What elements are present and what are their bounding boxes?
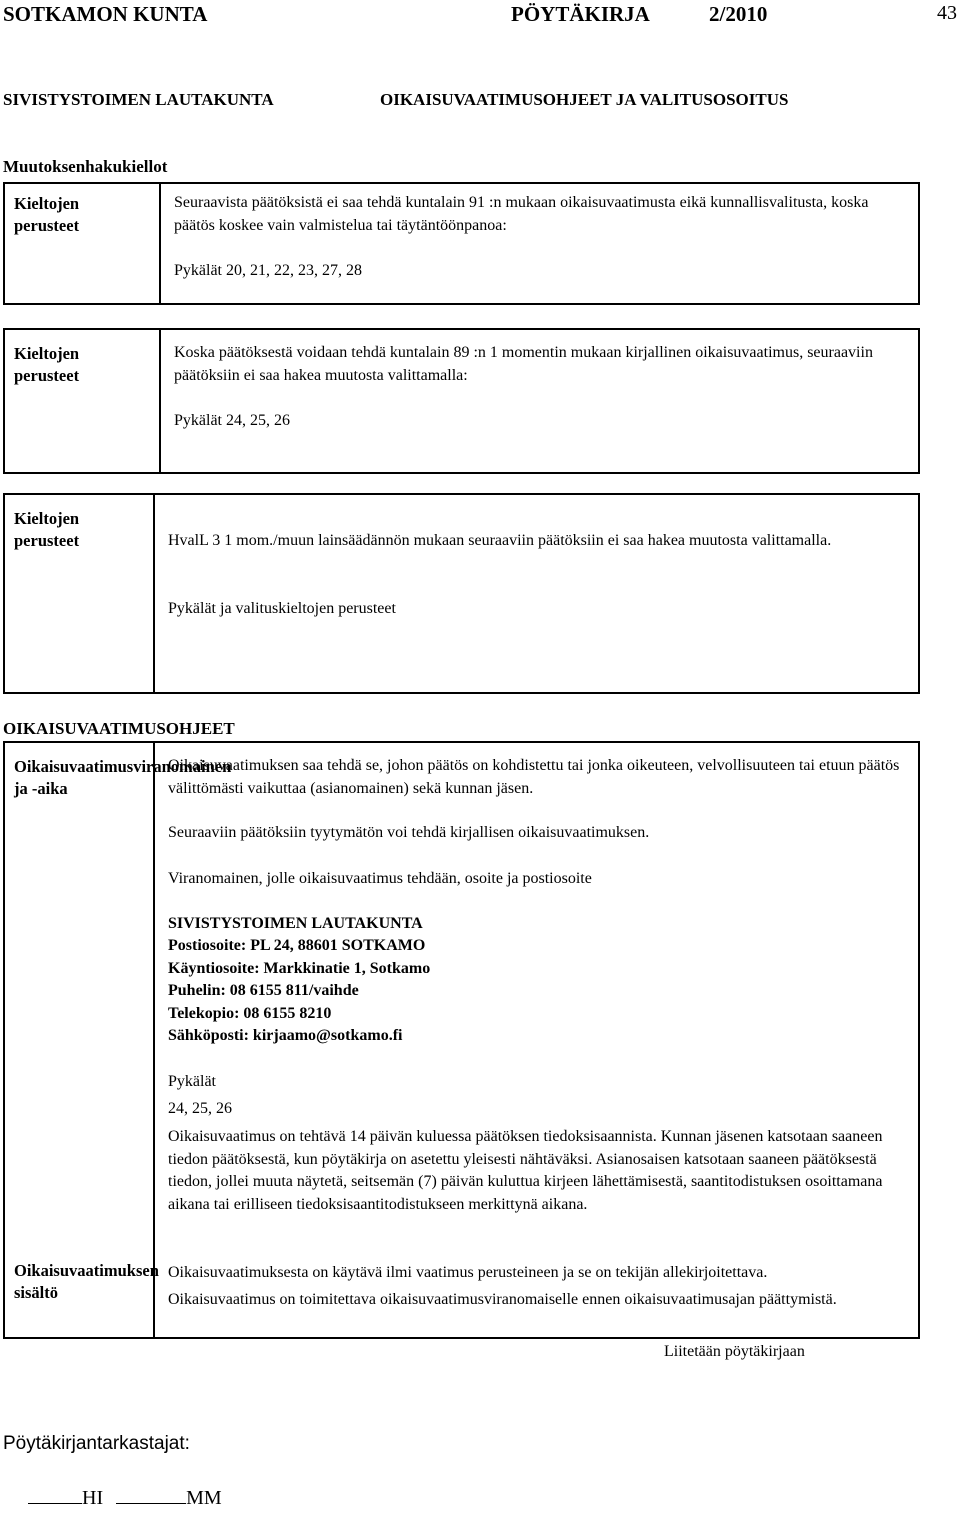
prohibition-text-3: HvalL 3 1 mom./muun lainsäädännön mukaan seuraaviin päätöksiin ei saa hakea muutosta valittamalla. <box>168 532 832 549</box>
prohibition-sections-3: Pykälät ja valituskieltojen perusteet <box>168 600 396 617</box>
address-visiting: Käyntiosoite: Markkinatie 1, Sotkamo <box>168 960 431 977</box>
signature-line-1 <box>28 1503 82 1504</box>
address-email: Sähköposti: kirjaamo@sotkamo.fi <box>168 1027 403 1044</box>
authority-paragraph: Viranomainen, jolle oikaisuvaatimus tehdään, osoite ja postiosoite <box>168 870 592 887</box>
authority-label: Oikaisuvaatimusviranomainen ja -aika <box>14 757 232 798</box>
submission-requirement: Oikaisuvaatimus on toimitettava oikaisuvaatimusviranomaiselle ennen oikaisuvaatimusajan päättymistä. <box>168 1291 837 1308</box>
instructions-heading: OIKAISUVAATIMUSOHJEET <box>3 719 235 738</box>
dissatisfied-paragraph: Seuraaviin päätöksiin tyytymätön voi tehdä kirjallisen oikaisuvaatimuksen. <box>168 824 650 841</box>
prohibition-sections-2: Pykälät 24, 25, 26 <box>174 412 290 429</box>
inspector-initials-2: MM <box>186 1487 222 1509</box>
signature-line-2 <box>116 1503 186 1504</box>
inspector-initials-1: HI <box>82 1487 104 1509</box>
page-number: 43 <box>937 2 957 24</box>
address-fax: Telekopio: 08 6155 8210 <box>168 1005 332 1022</box>
prohibition-label-1: Kieltojen perusteet <box>14 194 80 235</box>
document-type: PÖYTÄKIRJA <box>511 2 650 26</box>
box-divider <box>153 493 155 694</box>
box-divider <box>153 741 155 1339</box>
address-postal: Postiosoite: PL 24, 88601 SOTKAMO <box>168 937 426 954</box>
municipality-name: SOTKAMON KUNTA <box>3 2 208 26</box>
document-title: OIKAISUVAATIMUSOHJEET JA VALITUSOSOITUS <box>380 90 789 109</box>
inspector-initials-row <box>28 1487 222 1510</box>
prohibition-label-2: Kieltojen perusteet <box>14 344 80 385</box>
attached-note: Liitetään pöytäkirjaan <box>664 1343 805 1360</box>
inspectors-label: Pöytäkirjantarkastajat: <box>3 1433 190 1454</box>
address-name: SIVISTYSTOIMEN LAUTAKUNTA <box>168 915 423 932</box>
prohibition-text-1: Seuraavista päätöksistä ei saa tehdä kuntalain 91 :n mukaan oikaisuvaatimusta eikä kunnallisvalitusta, koska päätös koskee vain valmistelua tai täytäntöönpanoa: <box>174 194 869 234</box>
prohibitions-heading: Muutoksenhakukiellot <box>3 157 168 176</box>
box-divider <box>159 182 161 305</box>
sections-label: Pykälät <box>168 1073 216 1090</box>
deadline-paragraph: Oikaisuvaatimus on tehtävä 14 päivän kuluessa päätöksen tiedoksisaannista. Kunnan jäsenen katsotaan saaneen tiedon päätöksestä, kun pöytäkirja on asetettu yleisesti nähtäväksi. Asianosaisen katsotaan saaneen päätöksestä tiedon, jollei muuta näytetä, seitsemän (7) päivän kuluttua kirjeen lähettämisestä, saantitodistuksen osoittamana aikana tai erilliseen tiedoksisaantitodistukseen merkittynä aikana. <box>168 1128 883 1213</box>
address-phone: Puhelin: 08 6155 811/vaihde <box>168 982 359 999</box>
sections-list: 24, 25, 26 <box>168 1100 232 1117</box>
box-divider <box>159 328 161 474</box>
board-name: SIVISTYSTOIMEN LAUTAKUNTA <box>3 90 274 109</box>
rights-paragraph: Oikaisuvaatimuksen saa tehdä se, johon päätös on kohdistettu tai jonka oikeuteen, velvollisuuteen tai etuun päätös välittömästi vaikuttaa (asianomainen) sekä kunnan jäsen. <box>168 757 900 797</box>
content-requirement: Oikaisuvaatimuksesta on käytävä ilmi vaatimus perusteineen ja se on tekijän allekirjoitettava. <box>168 1264 768 1281</box>
content-label: Oikaisuvaatimuksen sisältö <box>14 1261 159 1302</box>
prohibition-text-2: Koska päätöksestä voidaan tehdä kuntalain 89 :n 1 momentin mukaan kirjallinen oikaisuvaatimus, seuraaviin päätöksiin ei saa hakea muutosta valittamalla: <box>174 344 873 384</box>
prohibition-sections-1: Pykälät 20, 21, 22, 23, 27, 28 <box>174 262 362 279</box>
prohibition-label-3: Kieltojen perusteet <box>14 509 80 550</box>
document-number: 2/2010 <box>709 2 768 26</box>
